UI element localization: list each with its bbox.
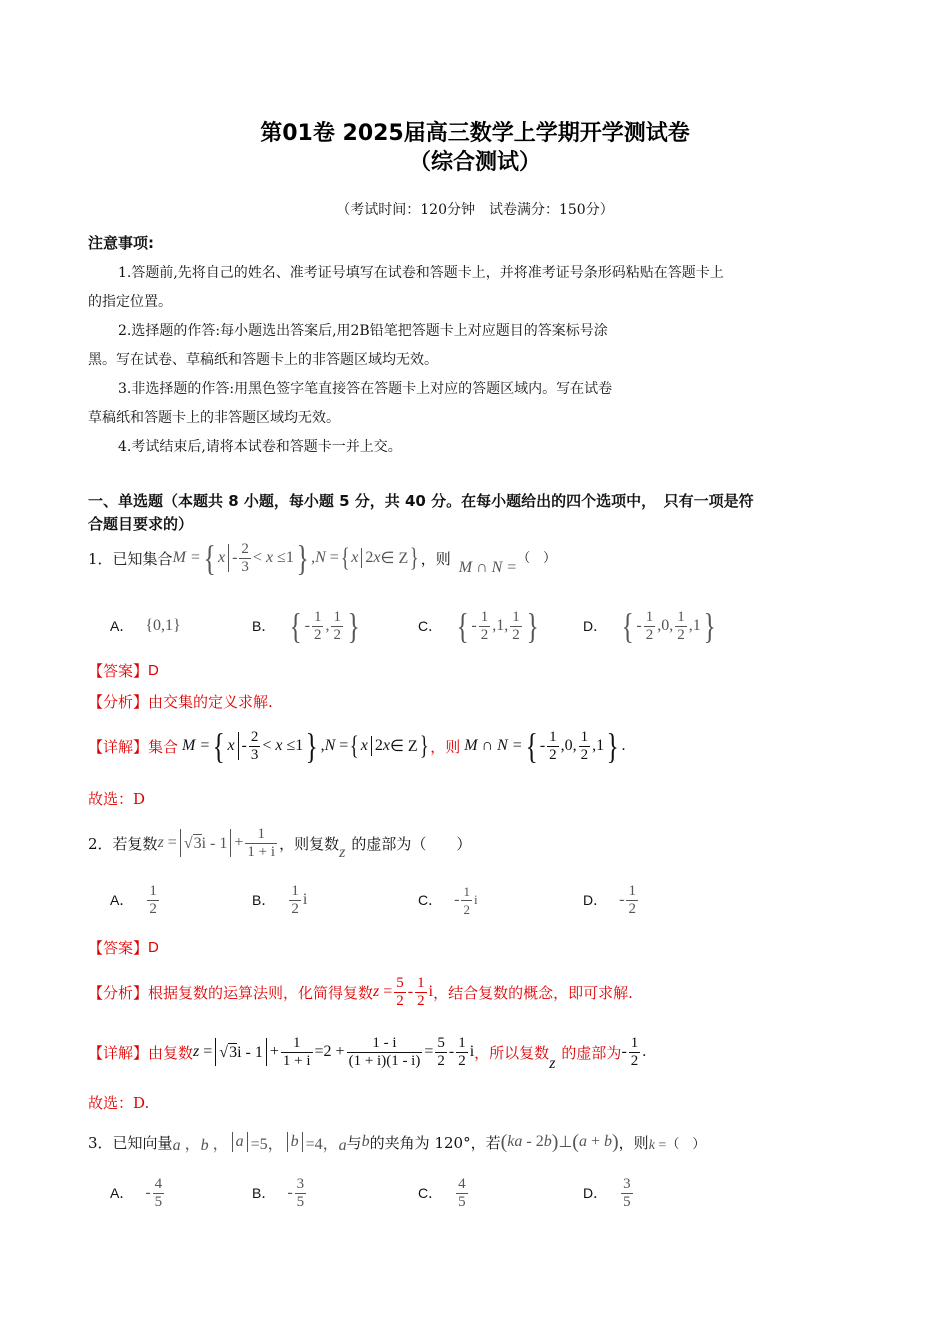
q1-conclusion: 故选：D	[88, 790, 146, 808]
exam-subtitle: （综合测试）	[408, 150, 541, 175]
q2-conclusion: 故选：D.	[88, 1094, 150, 1112]
note-item-1-cont: 的指定位置。	[88, 294, 172, 310]
q2-option-b[interactable]: B． $\frac{1}{2}$ i	[252, 882, 308, 917]
question-2: 2． 若复数 z = √3i - 1 + $\frac{1}{1 + i}$ ，则复数 z 的虚部为（ ）	[88, 825, 472, 861]
question-3: 3． 已知向量 a ， b ， a =5， b =4， a 与 b 的夹角为 120°，若 ( ka - 2 b ) ⊥ ( a + b ) ，则 k = （ ）	[88, 1130, 706, 1154]
q2-detail: 【详解】 由复数 z = √3i - 1 + $\frac{1}{1 + i}$ =2 + $\frac{1 - i}{(1 + i)(1 - i)}$ = $\frac{5}{2}$ - $\frac{1}{2}$ i ，所以复数 z 的虚部为 - $\frac{1}{2}$ .	[88, 1034, 647, 1072]
q1-option-d[interactable]: D． { - $\frac{1}{2}$ ,0, $\frac{1}{2}$ ,1 }	[583, 606, 716, 646]
q1-option-b[interactable]: B． { - $\frac{1}{2}$ , $\frac{1}{2}$ }	[252, 606, 360, 646]
section-heading: 一、单选题（本题共 8 小题，每小题 5 分，共 40 分。在每小题给出的四个选项中， 只有一项是符 合题目要求的）	[88, 492, 754, 533]
q3-option-c[interactable]: C． $\frac{4}{5}$	[418, 1175, 466, 1210]
note-item-3: 3.非选择题的作答:用黑色签字笔直接答在答题卡上对应的答题区域内。写在试卷	[118, 381, 613, 397]
exam-title: 第01卷 2025届高三数学上学期开学测试卷	[260, 121, 690, 146]
q2-answer: 【答案】 D	[88, 939, 159, 957]
question-1: 1． 已知集合 M = { x - $\frac{2}{3}$ < x ≤1 } , N = { x 2 x ∈ Z } ，则 M ∩ N = （ ）	[88, 538, 557, 578]
q2-option-c[interactable]: C． - $\frac{1}{2}$ i	[418, 883, 478, 917]
q1-option-a[interactable]: A． { 0,1 }	[110, 617, 181, 634]
q2-analysis: 【分析】 根据复数的运算法则，化简得复数 z = $\frac{5}{2}$ - $\frac{1}{2}$ i ，结合复数的概念，即可求解.	[88, 974, 633, 1009]
note-item-2-cont: 黑。写在试卷、草稿纸和答题卡上的非答题区域均无效。	[88, 352, 438, 368]
q1-option-c[interactable]: C． { - $\frac{1}{2}$ ,1, $\frac{1}{2}$ }	[418, 606, 539, 646]
note-item-2: 2.选择题的作答:每小题选出答案后,用2B铅笔把答题卡上对应题目的答案标号涂	[118, 323, 608, 339]
exam-info: （考试时间：120分钟 试卷满分：150分）	[336, 202, 614, 218]
q3-option-a[interactable]: A． - $\frac{4}{5}$	[110, 1175, 163, 1210]
math-expr: M =	[172, 549, 201, 566]
q1-analysis: 【分析】 由交集的定义求解.	[88, 693, 273, 711]
q2-option-a[interactable]: A． $\frac{1}{2}$	[110, 882, 157, 917]
note-item-4: 4.考试结束后,请将本试卷和答题卡一并上交。	[118, 439, 402, 455]
q1-answer: 【答案】 D	[88, 662, 159, 680]
q3-option-b[interactable]: B． - $\frac{3}{5}$	[252, 1175, 305, 1210]
q3-option-d[interactable]: D． $\frac{3}{5}$	[583, 1175, 631, 1210]
q1-detail: 【详解】 集合 M = { x - $\frac{2}{3}$ < x ≤1 } , N = { x 2 x ∈ Z } ，则 M ∩ N = { - $\frac{1}{2}$ ,0, $\frac{1}{2}$ ,1 } .	[88, 726, 626, 766]
note-item-1: 1.答题前,先将自己的姓名、准考证号填写在试卷和答题卡上，并将准考证号条形码粘贴在答题卡上	[118, 265, 724, 281]
q2-option-d[interactable]: D． - $\frac{1}{2}$	[583, 882, 636, 917]
note-item-3-cont: 草稿纸和答题卡上的非答题区域均无效。	[88, 410, 340, 426]
notes-heading: 注意事项:	[88, 234, 154, 252]
